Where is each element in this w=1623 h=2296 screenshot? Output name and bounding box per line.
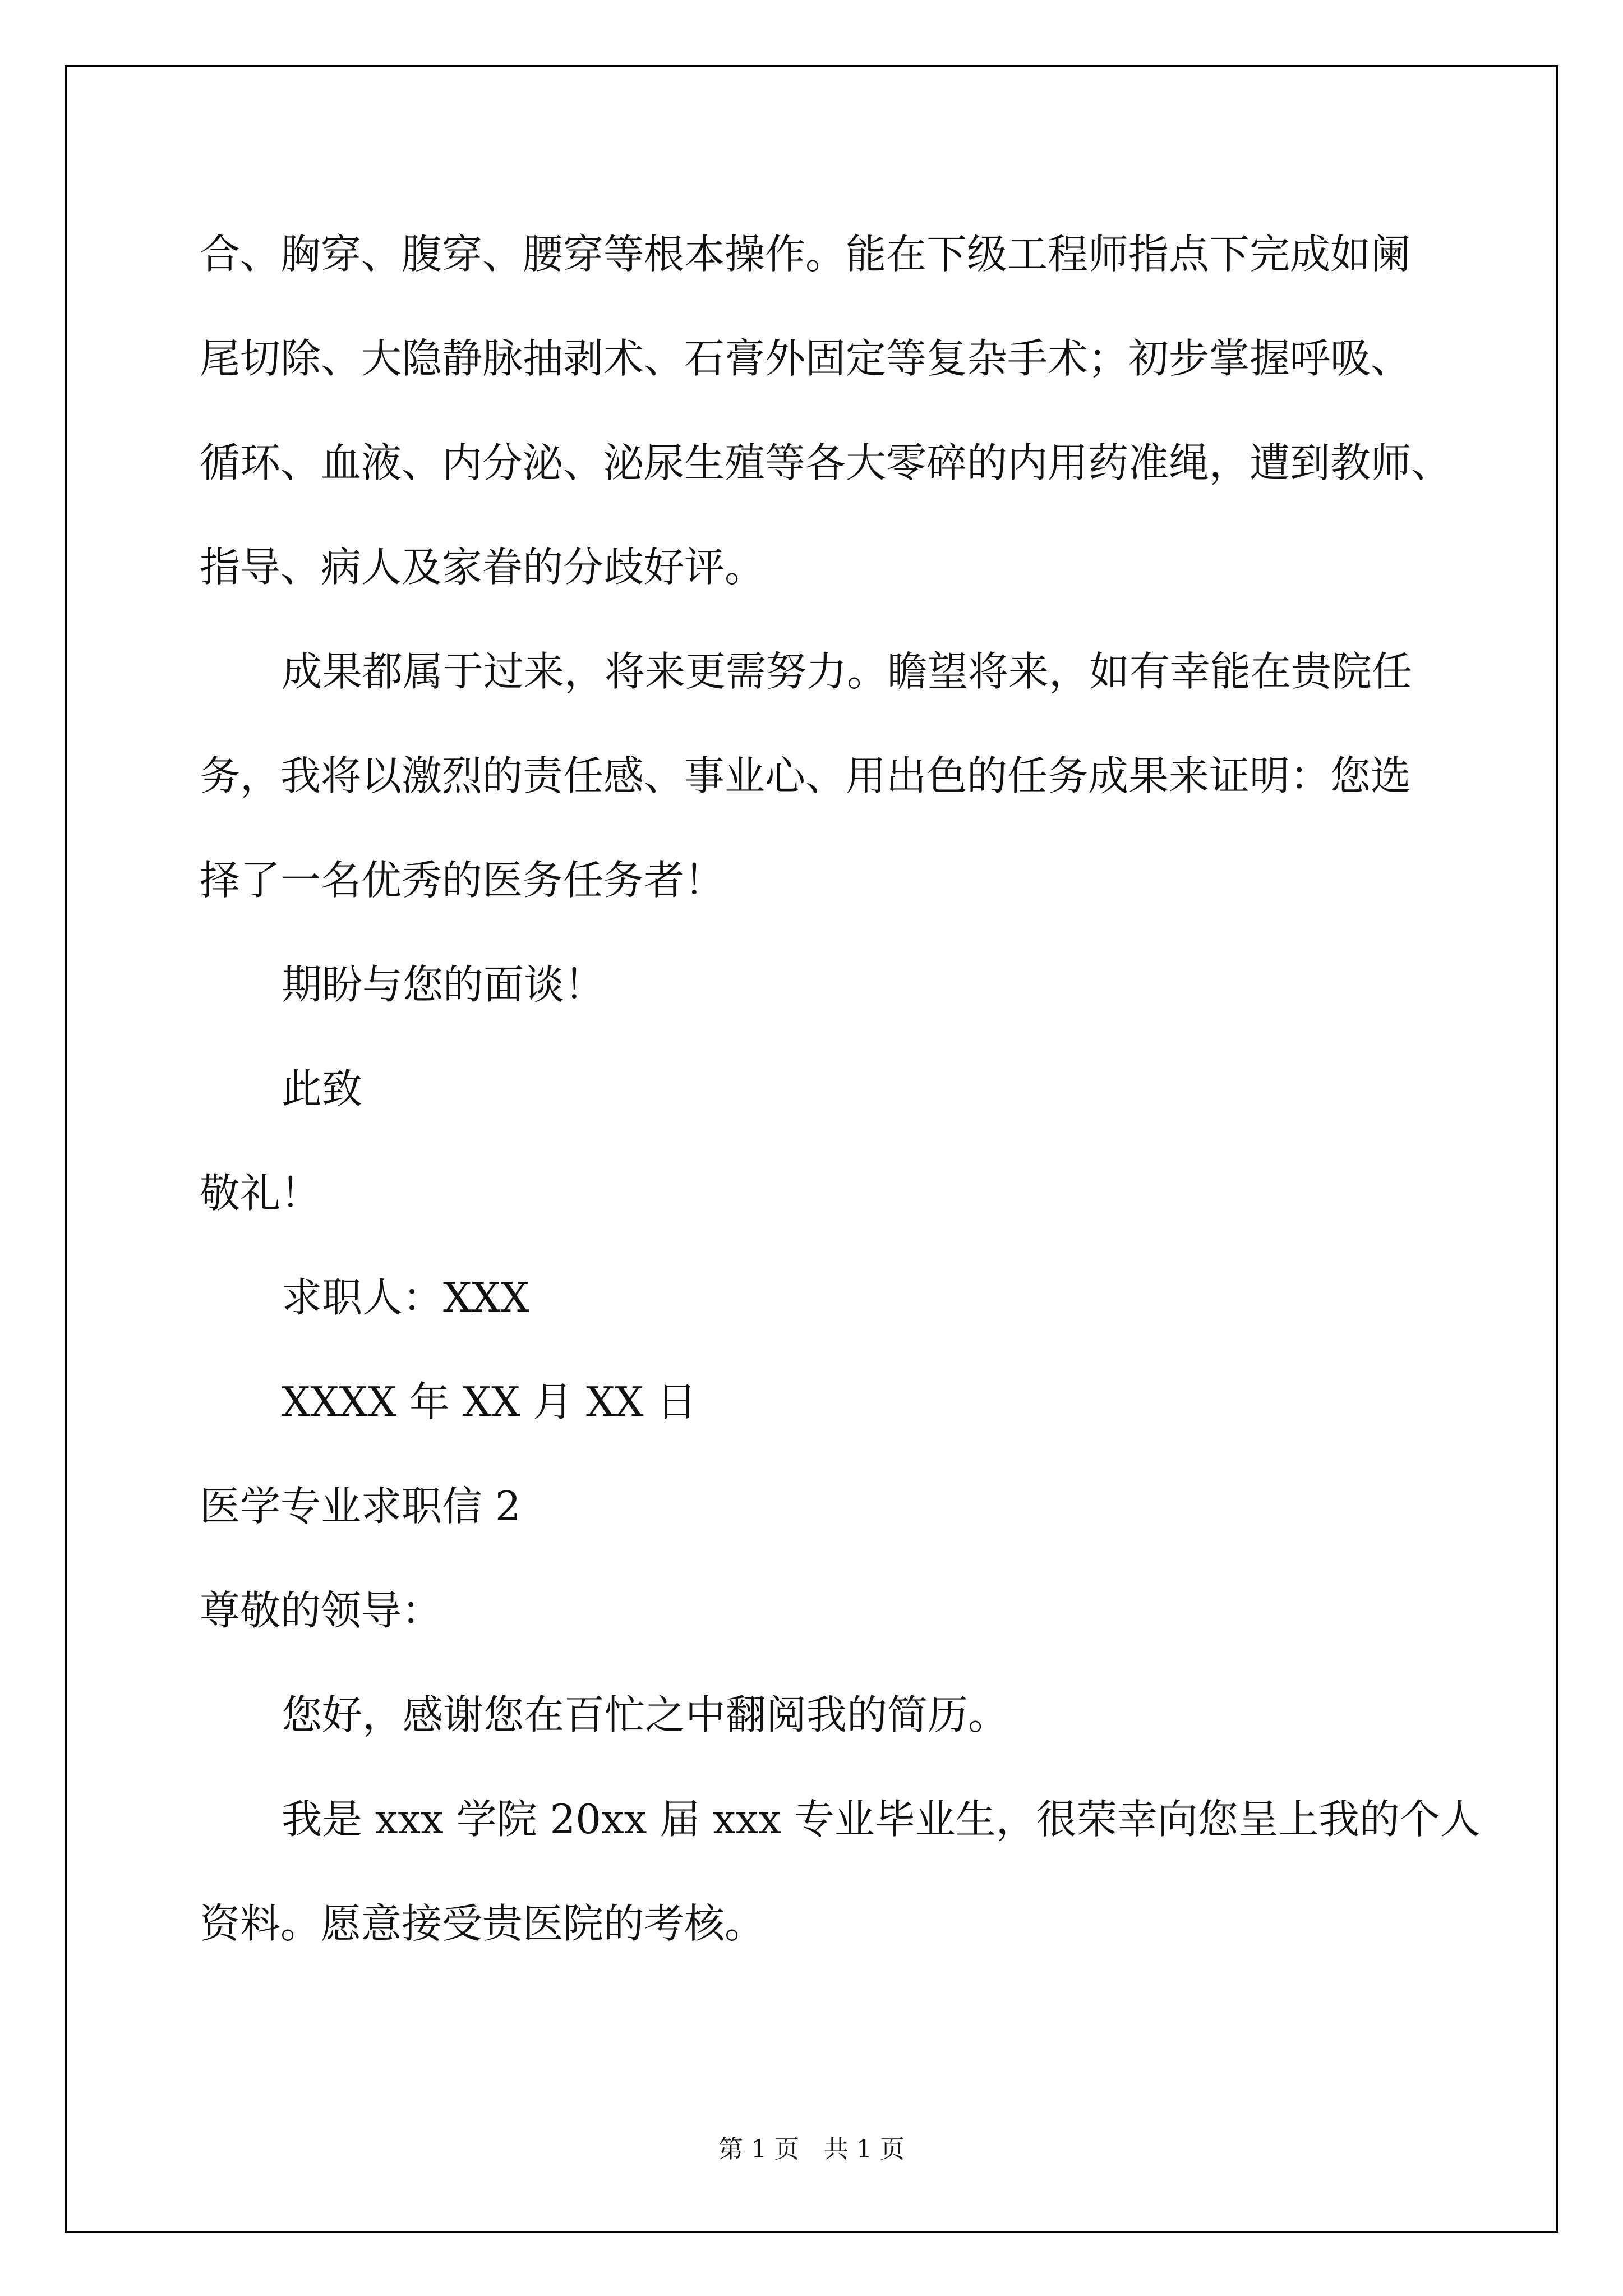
greeting: 尊敬的领导： [200, 1587, 442, 1634]
paragraph-line: 资料。愿意接受贵医院的考核。 [200, 1900, 766, 1947]
paragraph-line: 循环、血液、内分泌、泌尿生殖等各大零碎的内用药准绳，遭到教师、 [200, 439, 1452, 486]
paragraph-line: 择了一名优秀的医务任务者！ [200, 857, 725, 904]
signature-date: XXXX 年 XX 月 XX 日 [282, 1378, 697, 1425]
paragraph-line: 务，我将以激烈的责任感、事业心、用出色的任务成果来证明：您选 [200, 752, 1412, 799]
document-body [200, 202, 1490, 1976]
section-heading: 医学专业求职信 2 [200, 1483, 521, 1530]
signature-applicant: 求职人：XXX [282, 1274, 529, 1321]
paragraph-line: 指导、病人及家眷的分歧好评。 [200, 544, 766, 591]
closing-salutation: 此致 [282, 1065, 363, 1112]
paragraph-line: 尾切除、大隐静脉抽剥术、石膏外固定等复杂手术；初步掌握呼吸、 [200, 335, 1412, 382]
paragraph-line: 我是 xxx 学院 20xx 届 xxx 专业毕业生，很荣幸向您呈上我的个人 [282, 1796, 1481, 1843]
paragraph-line: 成果都属于过来，将来更需努力。瞻望将来，如有幸能在贵院任 [282, 648, 1413, 695]
closing-regards: 敬礼！ [200, 1170, 321, 1217]
paragraph-line: 您好，感谢您在百忙之中翻阅我的简历。 [282, 1691, 1009, 1738]
paragraph-line: 合、胸穿、腹穿、腰穿等根本操作。能在下级工程师指点下完成如阑 [200, 231, 1412, 278]
paragraph-line: 期盼与您的面谈！ [282, 961, 605, 1008]
page-number: 第 1 页 共 1 页 [718, 2135, 905, 2164]
